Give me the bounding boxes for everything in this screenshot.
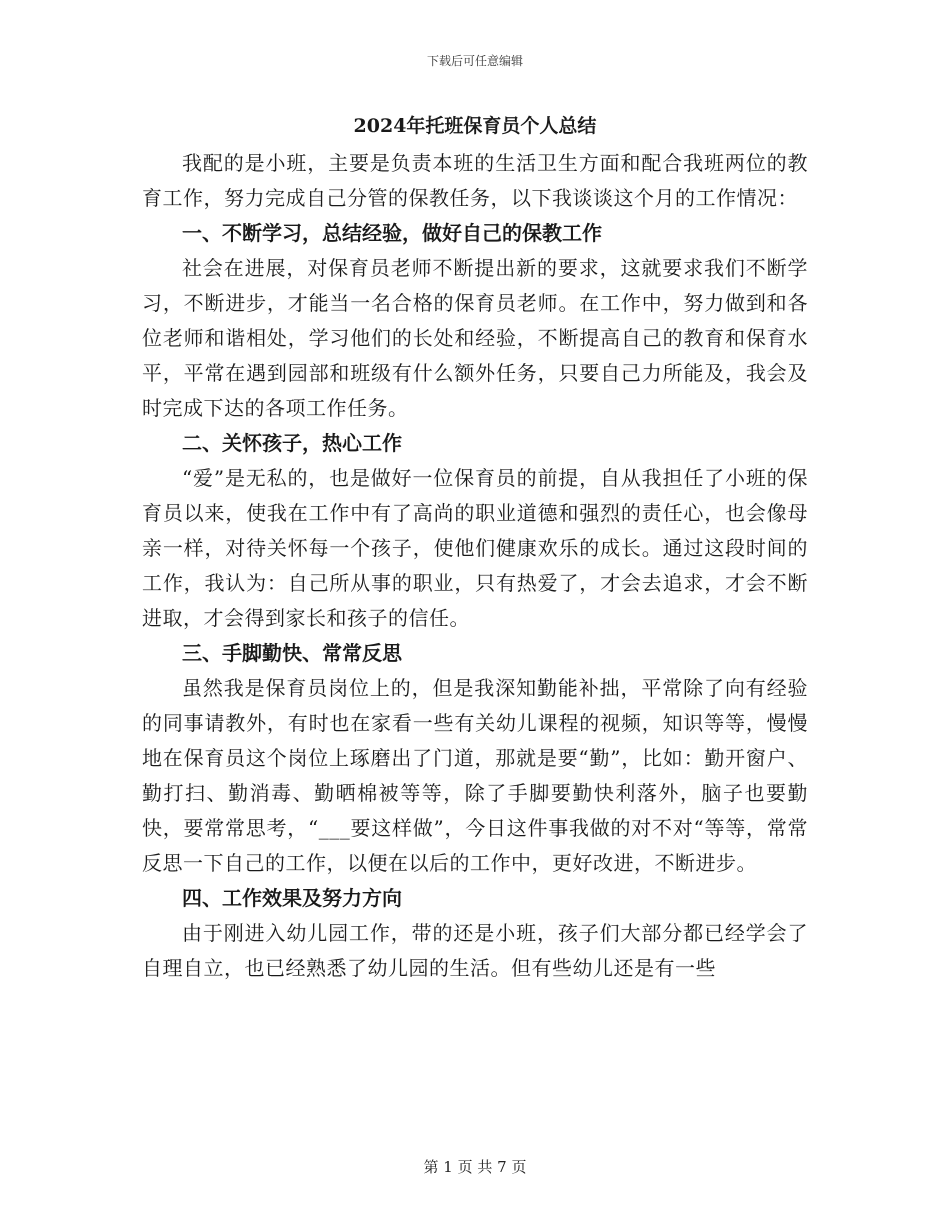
document-body <box>142 106 808 986</box>
section-heading-4: 四、工作效果及努力方向 <box>182 886 402 910</box>
document-title: 2024年托班保育员个人总结 <box>353 115 597 137</box>
section-heading-1: 一、不断学习，总结经验，做好自己的保教工作 <box>182 221 602 245</box>
section-body-2: “爱”是无私的，也是做好一位保育员的前提，自从我担任了小班的保育员以来，使我在工作中有了高尚的职业道德和强烈的责任心，也会像母亲一样，对待关怀每一个孩子，使他们健康欢乐的成长。通过这段时间的工作，我认为：自己所从事的职业，只有热爱了，才会去追求，才会不断进取，才会得到家长和孩子的信任。 <box>142 466 808 630</box>
section-body-4: 由于刚进入幼儿园工作，带的还是小班，孩子们大部分都已经学会了自理自立，也已经熟悉了幼儿园的生活。但有些幼儿还是有一些 <box>142 921 808 980</box>
section-heading-3: 三、手脚勤快、常常反思 <box>182 641 402 665</box>
section-body-1: 社会在进展，对保育员老师不断提出新的要求，这就要求我们不断学习，不断进步，才能当一名合格的保育员老师。在工作中，努力做到和各位老师和谐相处，学习他们的长处和经验，不断提高自己的教育和保育水平，平常在遇到园部和班级有什么额外任务，只要自己力所能及，我会及时完成下达的各项工作任务。 <box>142 256 808 420</box>
section-body-3: 虽然我是保育员岗位上的，但是我深知勤能补拙，平常除了向有经验的同事请教外，有时也在家看一些有关幼儿课程的视频，知识等等，慢慢地在保育员这个岗位上琢磨出了门道，那就是要“勤”，比如：勤开窗户、勤打扫、勤消毒、勤晒棉被等等，除了手脚要勤快利落外，脑子也要勤快，要常常思考，“___要这样做”，今日这件事我做的对不对“等等，常常反思一下自己的工作，以便在以后的工作中，更好改进，不断进步。 <box>142 676 808 875</box>
section-heading-2: 二、关怀孩子，热心工作 <box>182 431 402 455</box>
intro-paragraph: 我配的是小班，主要是负责本班的生活卫生方面和配合我班两位的教育工作，努力完成自己分管的保教任务，以下我谈谈这个月的工作情况： <box>142 151 808 210</box>
page-number: 第 1 页 共 7 页 <box>423 1158 527 1176</box>
download-note: 下载后可任意编辑 <box>426 54 523 68</box>
